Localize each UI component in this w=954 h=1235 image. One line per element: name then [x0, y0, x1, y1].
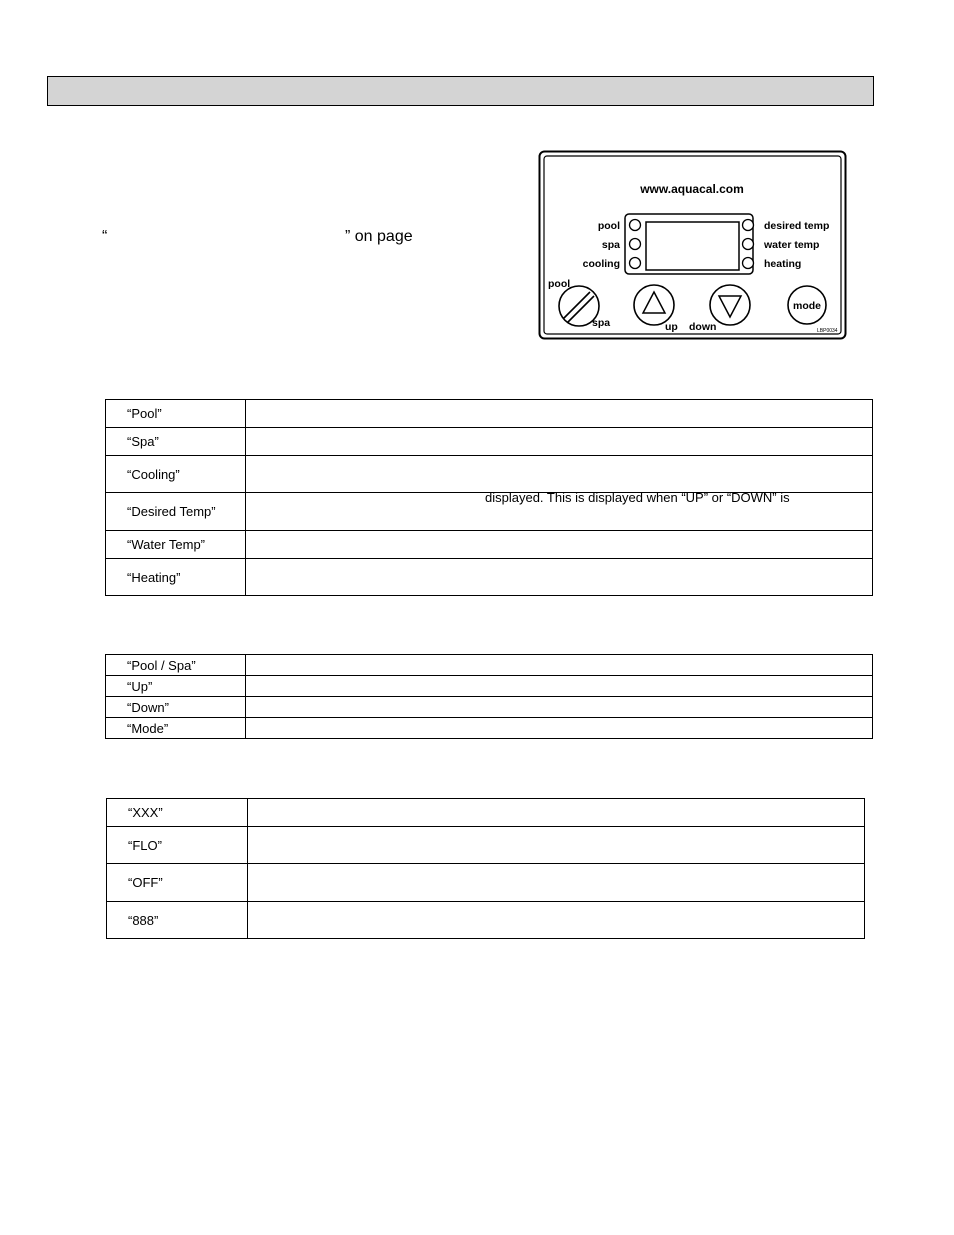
up-button-label: up: [665, 321, 678, 333]
indicator-label: “Pool”: [106, 400, 246, 428]
display-code: “888”: [107, 902, 248, 939]
table-row: [106, 493, 873, 531]
indicator-label: “Cooling”: [106, 456, 246, 493]
section-header-bar: [47, 76, 874, 106]
button-description: [246, 655, 873, 676]
table-row: [106, 655, 873, 676]
display-description: [248, 902, 865, 939]
heating-indicator-led: [743, 258, 754, 269]
indicator-label: “Heating”: [106, 559, 246, 596]
indicator-table: [105, 399, 873, 596]
mode-button-label: mode: [792, 300, 822, 312]
table-row: [106, 718, 873, 739]
heating-indicator-label: heating: [764, 258, 802, 270]
display-description: [248, 864, 865, 902]
table-row: [107, 827, 865, 864]
indicator-label: “Spa”: [106, 428, 246, 456]
button-label: “Down”: [106, 697, 246, 718]
display-description: [248, 799, 865, 827]
display-code: “OFF”: [107, 864, 248, 902]
down-button-label: down: [689, 321, 717, 333]
button-label: “Up”: [106, 676, 246, 697]
button-label: “Mode”: [106, 718, 246, 739]
down-button: [710, 285, 750, 325]
water-temp-indicator-led: [743, 239, 754, 250]
intro-page-reference: ” on page: [345, 228, 413, 245]
button-description: [246, 676, 873, 697]
pool-button-label: pool: [548, 278, 571, 290]
table-row: [106, 531, 873, 559]
table-row: [107, 864, 865, 902]
button-label: “Pool / Spa”: [106, 655, 246, 676]
table-row: [107, 799, 865, 827]
indicator-description: [246, 428, 873, 456]
table-row: [106, 559, 873, 596]
table-row: [106, 456, 873, 493]
desired-temp-indicator-label: desired temp: [764, 220, 830, 232]
button-description: [246, 718, 873, 739]
up-button: [634, 285, 674, 325]
control-panel-diagram: [538, 150, 848, 342]
indicator-description-cell: [246, 490, 873, 531]
indicator-description: [246, 456, 873, 493]
indicator-description: displayed. This is displayed when “UP” or “DOWN” is: [485, 490, 790, 505]
panel-part-number: LBP0034: [817, 328, 838, 334]
spa-indicator-label: spa: [601, 239, 620, 251]
intro-open-quote: “: [102, 228, 108, 245]
display-code: “XXX”: [107, 799, 248, 827]
desired-temp-indicator-led: [743, 220, 754, 231]
cooling-indicator-label: cooling: [582, 258, 620, 270]
table-row: [106, 428, 873, 456]
cooling-indicator-led: [630, 258, 641, 269]
indicator-description: [246, 531, 873, 559]
pool-indicator-label: pool: [597, 220, 620, 232]
display-table: [106, 798, 865, 939]
spa-indicator-led: [630, 239, 641, 250]
indicator-label: “Desired Temp”: [106, 493, 246, 531]
display-description: [248, 827, 865, 864]
panel-url: www.aquacal.com: [640, 182, 744, 196]
button-description: [246, 697, 873, 718]
water-temp-indicator-label: water temp: [764, 239, 820, 251]
indicator-description: [246, 400, 873, 428]
indicator-label: “Water Temp”: [106, 531, 246, 559]
table-row: [106, 676, 873, 697]
spa-button-label: spa: [592, 317, 611, 329]
table-row: [106, 400, 873, 428]
table-row: [106, 697, 873, 718]
button-table: [105, 654, 873, 739]
pool-indicator-led: [630, 220, 641, 231]
table-row: [107, 902, 865, 939]
display-code: “FLO”: [107, 827, 248, 864]
indicator-description: [246, 559, 873, 596]
